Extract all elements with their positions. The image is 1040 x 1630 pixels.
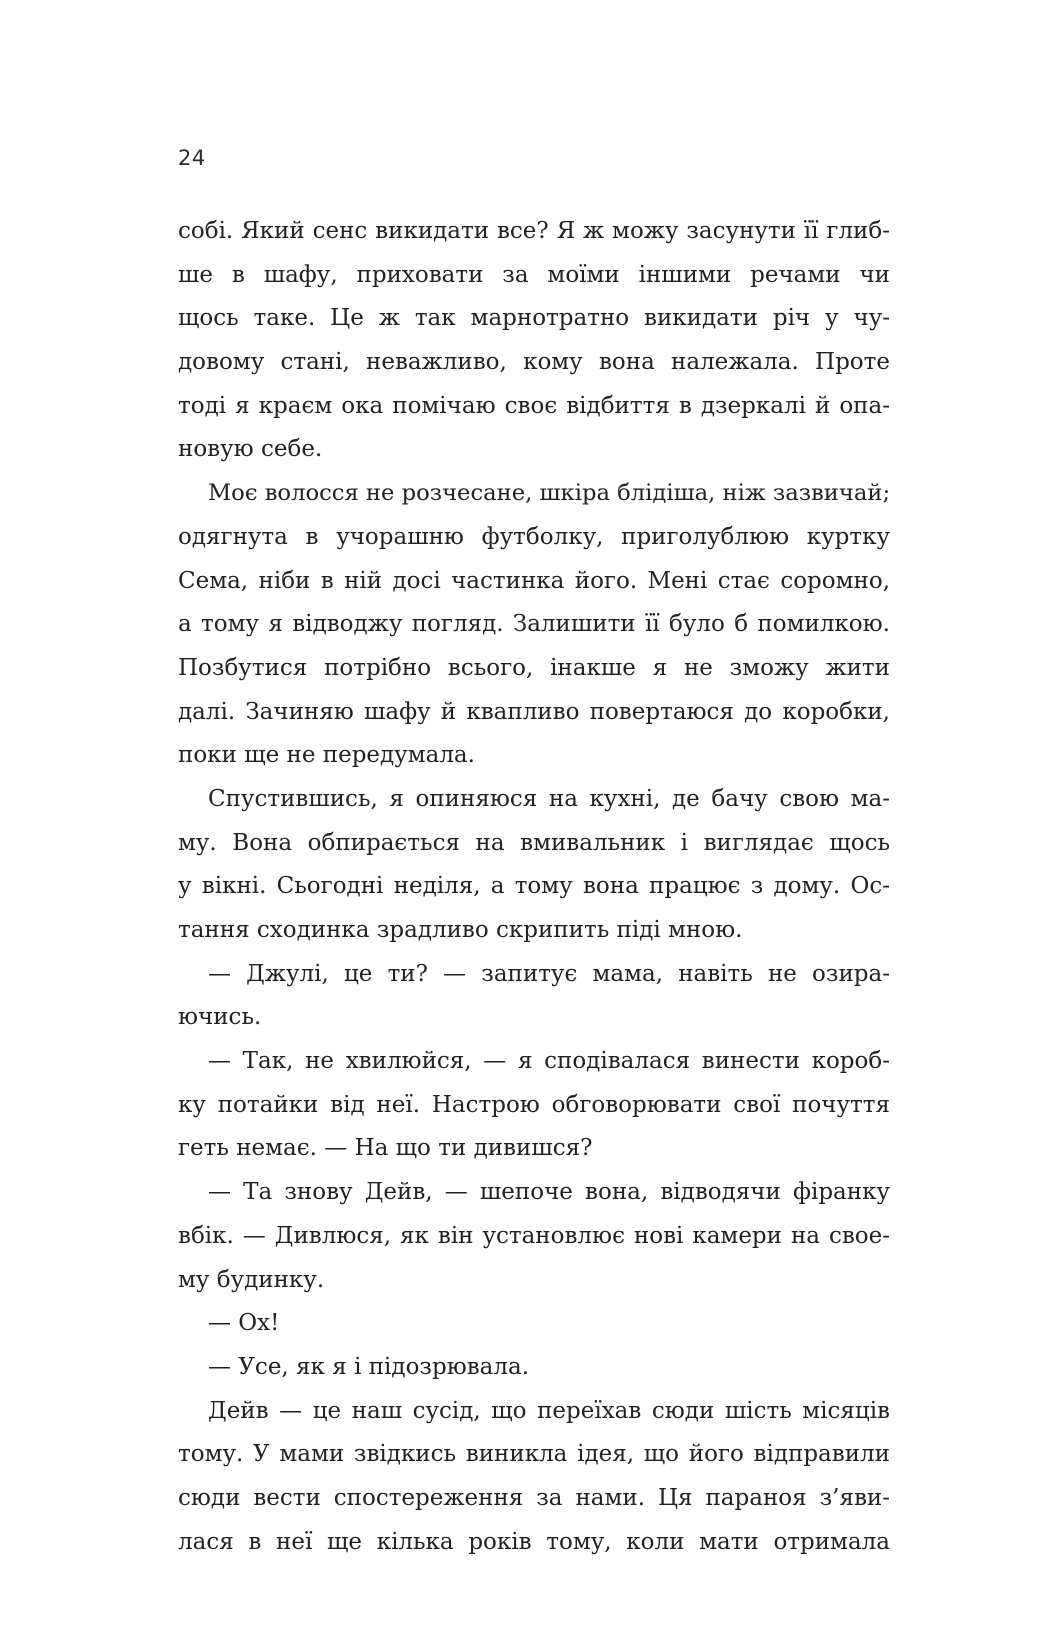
text-line: — Джулі, це ти? — запитує мама, навіть не озира- [208,960,890,987]
text-line: у вікні. Сьогодні неділя, а тому вона працює з дому. Ос- [178,873,890,900]
page-number: 24 [178,146,206,170]
text-line: щось таке. Це ж так марнотратно викидати річ у чу- [178,305,890,332]
text-line: вбік. — Дивлюся, як він установлює нові камери на свое- [178,1222,890,1249]
text-line: — Та знову Дейв, — шепоче вона, відводячи фіранку [208,1179,890,1206]
text-line: Спустившись, я опиняюся на кухні, де бачу свою ма- [208,785,890,812]
text-line: новую себе. [178,436,323,463]
text-line: му. Вона обпирається на вмивальник і виглядає щось [178,829,890,856]
text-line: Сема, ніби в ній досі частинка його. Мені стає соромно, [178,567,890,594]
text-line: ючись. [178,1004,262,1031]
text-line: лася в неї ще кілька років тому, коли мати отримала [178,1528,890,1555]
text-line: одягнута в учорашню футболку, приголублюю куртку [178,523,890,550]
text-line: поки ще не передумала. [178,742,475,769]
body-text [178,210,890,1564]
text-line: — Так, не хвилюйся, — я сподівалася винести короб- [208,1048,890,1075]
text-line: Позбутися потрібно всього, інакше я не зможу жити [178,654,890,681]
text-line: му будинку. [178,1266,325,1293]
text-line: собі. Який сенс викидати все? Я ж можу засунути її глиб- [178,218,890,244]
text-line: тоді я краєм ока помічаю своє відбиття в дзеркалі й опа- [178,392,890,419]
text-line: сюди вести спостереження за нами. Ця параноя з’яви- [178,1484,890,1511]
text-line: довому стані, неважливо, кому вона належала. Проте [178,349,890,376]
text-line: далі. Зачиняю шафу й квапливо повертаюся до коробки, [178,698,890,725]
text-line: Моє волосся не розчесане, шкіра блідіша, ніж зазвичай; [208,480,891,507]
text-line: тання сходинка зрадливо скрипить піді мною. [178,917,743,943]
text-line: а тому я відводжу погляд. Залишити її було б помилкою. [178,611,890,638]
text-line: геть немає. — На що ти дивишся? [178,1135,593,1162]
text-line: ку потайки від неї. Настрою обговорювати свої почуття [178,1091,890,1118]
text-line: тому. У мами звідкись виникла ідея, що його відправили [178,1441,890,1468]
text-line: ше в шафу, приховати за моїми іншими речами чи [178,261,890,288]
text-line: Дейв — це наш сусід, що переїхав сюди шість місяців [208,1397,890,1424]
text-line: — Усе, як я і підозрювала. [208,1353,530,1380]
text-line: — Ох! [208,1310,280,1337]
